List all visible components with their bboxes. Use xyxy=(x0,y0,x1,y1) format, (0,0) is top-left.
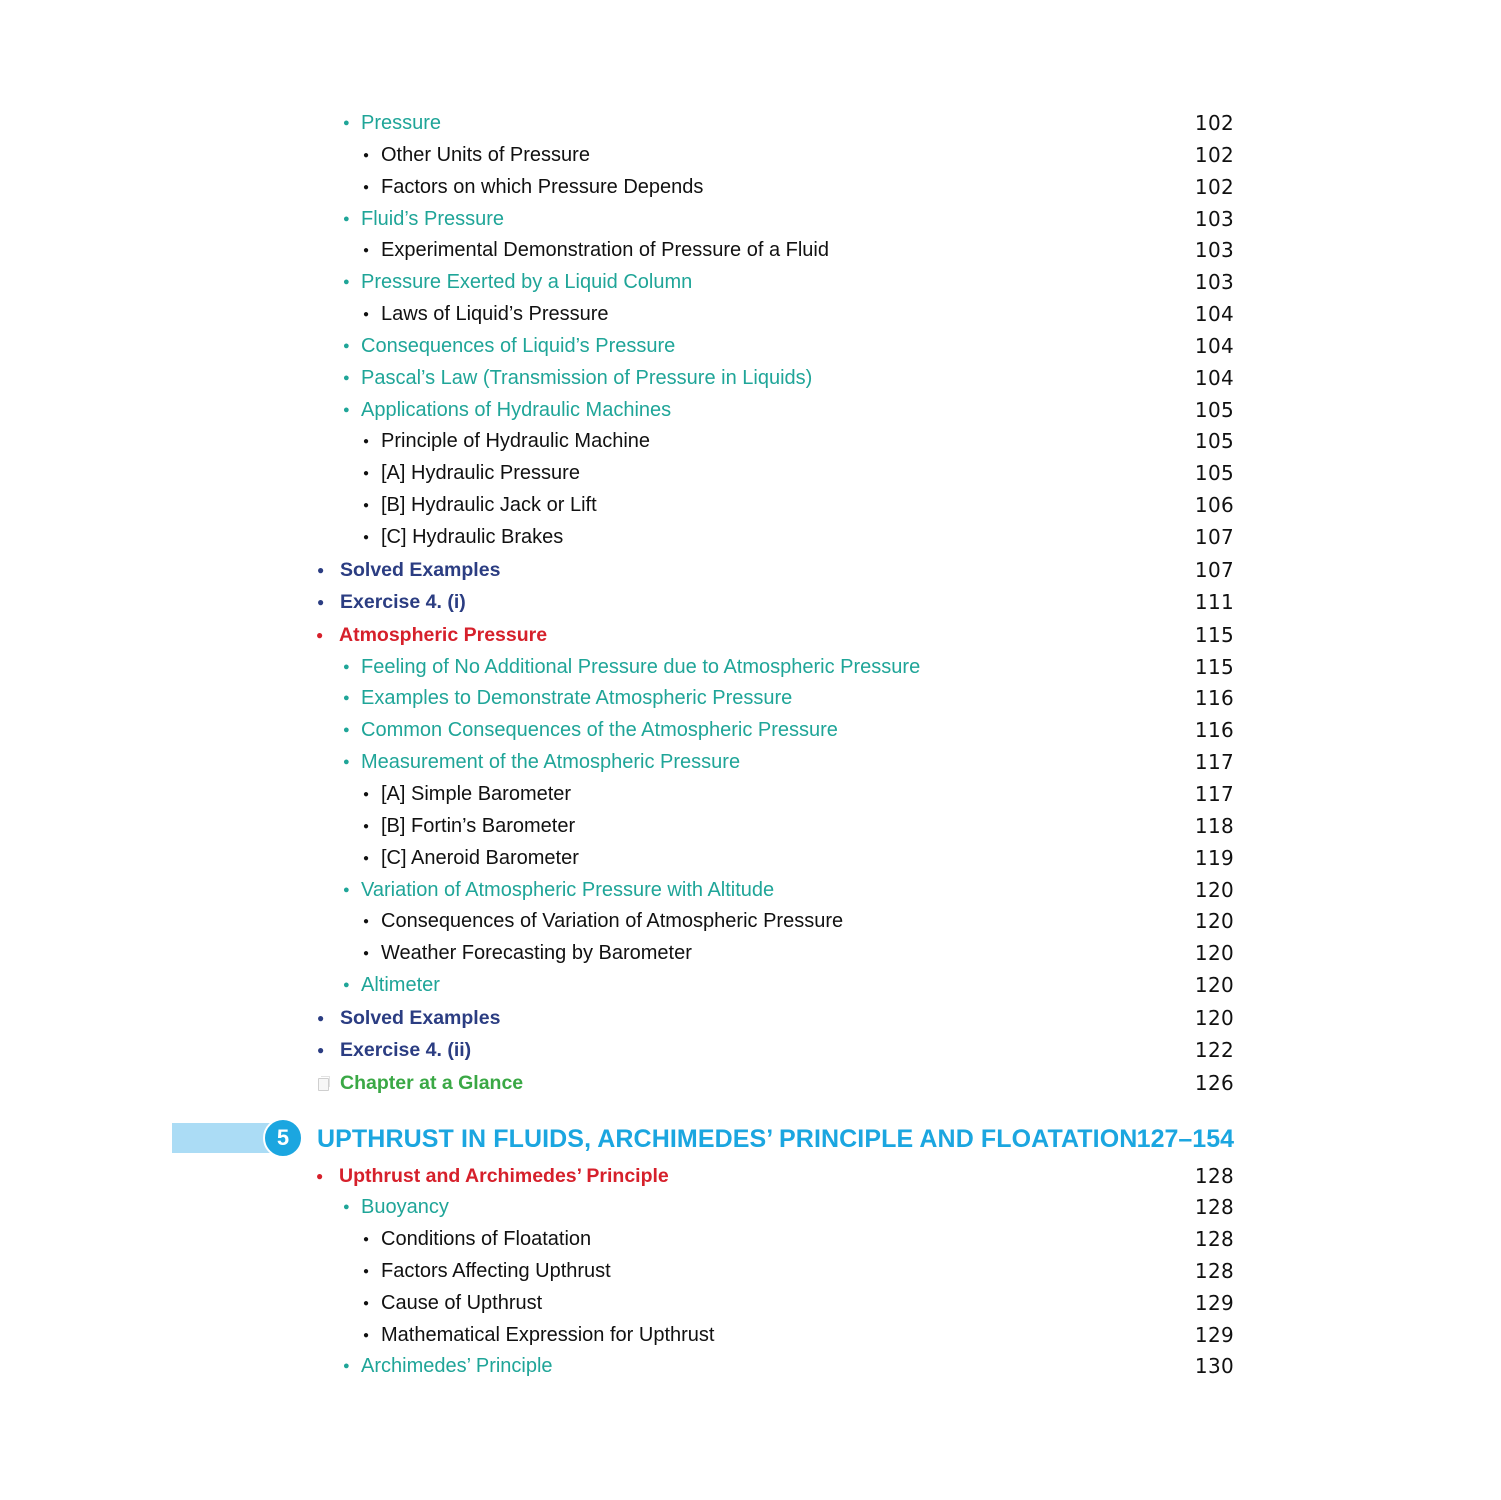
bullet-icon: ● xyxy=(343,660,350,673)
toc-entry-title[interactable]: Common Consequences of the Atmospheric Pressure xyxy=(361,719,838,742)
bullet-icon: ● xyxy=(363,181,370,193)
bullet-icon: ● xyxy=(317,1043,325,1058)
bullet-icon: ● xyxy=(343,1360,350,1373)
bullet-icon: ● xyxy=(343,724,350,737)
toc-entry[interactable] xyxy=(0,522,1501,554)
toc-entry[interactable] xyxy=(0,715,1501,747)
toc-entry-title[interactable]: Buoyancy xyxy=(361,1196,449,1219)
toc-entry[interactable] xyxy=(0,235,1501,267)
toc-entry-page-number: 120 xyxy=(1194,909,1234,934)
bullet-icon: ● xyxy=(343,212,350,225)
toc-entry-page-number: 104 xyxy=(1194,333,1234,358)
toc-entry-page-number: 120 xyxy=(1194,1005,1234,1030)
toc-entry[interactable] xyxy=(0,490,1501,522)
toc-entry-page-number: 122 xyxy=(1194,1038,1234,1063)
toc-entry-page-number: 107 xyxy=(1194,524,1234,549)
toc-entry-title[interactable]: Solved Examples xyxy=(340,1006,501,1029)
toc-entry-title[interactable]: Atmospheric Pressure xyxy=(339,624,548,646)
toc-entry-page-number: 102 xyxy=(1194,111,1234,135)
toc-entry-title[interactable]: Archimedes’ Principle xyxy=(361,1355,553,1378)
toc-entry-title[interactable]: Laws of Liquid’s Pressure xyxy=(381,303,609,326)
toc-entry-title[interactable]: Factors Affecting Upthrust xyxy=(381,1259,611,1282)
bullet-icon: ● xyxy=(316,1168,324,1183)
bullet-icon: ● xyxy=(343,276,350,289)
toc-entry[interactable] xyxy=(0,938,1501,970)
toc-entry[interactable] xyxy=(0,747,1501,779)
toc-entry-title[interactable]: [B] Hydraulic Jack or Lift xyxy=(381,494,597,517)
toc-entry[interactable] xyxy=(0,1288,1501,1320)
toc-entry-page-number: 104 xyxy=(1194,365,1234,390)
toc-entry[interactable] xyxy=(0,458,1501,490)
bullet-icon: ● xyxy=(363,1265,370,1277)
bullet-icon: ● xyxy=(317,1010,325,1025)
bullet-icon: ● xyxy=(317,595,325,610)
bullet-icon: ● xyxy=(363,500,370,512)
toc-entry-page-number: 106 xyxy=(1194,493,1234,518)
toc-entry-page-number: 105 xyxy=(1194,397,1234,422)
toc-entry-page-number: 104 xyxy=(1194,302,1234,327)
document-icon xyxy=(318,1078,329,1091)
chapter-title[interactable]: UPTHRUST IN FLUIDS, ARCHIMEDES’ PRINCIPLE AND FLOATATION xyxy=(317,1124,1138,1153)
toc-entry-title[interactable]: Fluid’s Pressure xyxy=(361,207,505,230)
toc-entry-page-number: 119 xyxy=(1194,845,1234,870)
toc-entry-page-number: 130 xyxy=(1194,1354,1234,1379)
toc-entry-title[interactable]: Mathematical Expression for Upthrust xyxy=(381,1323,715,1346)
toc-entry-title[interactable]: [A] Simple Barometer xyxy=(381,782,572,805)
toc-entry-page-number: 128 xyxy=(1194,1227,1234,1252)
toc-entry[interactable] xyxy=(0,204,1501,236)
toc-entry-page-number: 118 xyxy=(1194,813,1234,838)
chapter-number-badge: 5 xyxy=(263,1118,303,1158)
toc-entry[interactable] xyxy=(0,811,1501,843)
bullet-icon: ● xyxy=(343,403,350,416)
toc-entry[interactable] xyxy=(0,172,1501,204)
toc-entry-title[interactable]: Other Units of Pressure xyxy=(381,143,590,166)
toc-entry-page-number: 115 xyxy=(1194,654,1234,679)
toc-entry-page-number: 129 xyxy=(1194,1322,1234,1347)
toc-entry-page-number: 116 xyxy=(1194,686,1234,711)
toc-entry-page-number: 105 xyxy=(1194,461,1234,486)
toc-entry-title[interactable]: Exercise 4. (i) xyxy=(340,591,466,614)
toc-entry[interactable] xyxy=(0,140,1501,172)
toc-entry-page-number: 107 xyxy=(1194,557,1234,582)
bullet-icon: ● xyxy=(316,628,324,642)
toc-entry-page-number: 128 xyxy=(1194,1258,1234,1283)
bullet-icon: ● xyxy=(343,692,350,705)
toc-entry[interactable] xyxy=(0,1002,1501,1035)
toc-entry-page-number: 111 xyxy=(1194,590,1234,615)
bullet-icon: ● xyxy=(363,468,370,480)
toc-entry[interactable] xyxy=(0,331,1501,363)
toc-entry-title[interactable]: Factors on which Pressure Depends xyxy=(381,175,704,198)
toc-entry-title[interactable]: [C] Aneroid Barometer xyxy=(381,846,579,869)
bullet-icon: ● xyxy=(363,1297,370,1309)
toc-entry-title[interactable]: Altimeter xyxy=(361,974,440,997)
toc-entry-title[interactable]: [C] Hydraulic Brakes xyxy=(381,525,564,548)
toc-entry[interactable] xyxy=(0,299,1501,331)
toc-entry-title[interactable]: Solved Examples xyxy=(340,558,501,581)
toc-entry-page-number: 120 xyxy=(1194,973,1234,998)
toc-entry-page-number: 120 xyxy=(1194,877,1234,902)
toc-section-upthrust xyxy=(0,1160,1501,1384)
toc-entry-page-number: 105 xyxy=(1194,429,1234,454)
bullet-icon: ● xyxy=(343,883,350,896)
toc-entry-page-number: 117 xyxy=(1194,750,1234,775)
toc-entry-page-number: 116 xyxy=(1194,718,1234,743)
toc-section-pressure xyxy=(0,108,1501,1100)
toc-entry[interactable] xyxy=(0,1320,1501,1352)
toc-entry[interactable] xyxy=(0,1192,1501,1224)
toc-entry[interactable] xyxy=(0,652,1501,684)
toc-entry-title[interactable]: Consequences of Liquid’s Pressure xyxy=(361,334,676,357)
toc-entry[interactable] xyxy=(0,1351,1501,1383)
toc-entry-title[interactable]: Examples to Demonstrate Atmospheric Pressure xyxy=(361,687,793,710)
toc-entry-title[interactable]: Pressure xyxy=(361,112,442,134)
bullet-icon: ● xyxy=(317,562,325,577)
toc-entry[interactable] xyxy=(0,267,1501,299)
toc-entry-title[interactable]: Upthrust and Archimedes’ Principle xyxy=(339,1164,669,1187)
toc-entry[interactable] xyxy=(0,875,1501,907)
toc-entry[interactable] xyxy=(0,363,1501,395)
toc-entry-page-number: 102 xyxy=(1194,142,1234,167)
toc-entry-title[interactable]: Cause of Upthrust xyxy=(381,1291,543,1314)
toc-entry-page-number: 115 xyxy=(1194,623,1234,647)
toc-entry-page-number: 128 xyxy=(1194,1163,1234,1188)
bullet-icon: ● xyxy=(363,1329,370,1341)
toc-entry-page-number: 120 xyxy=(1194,941,1234,966)
toc-entry-page-number: 128 xyxy=(1194,1195,1234,1220)
toc-entry[interactable] xyxy=(0,683,1501,715)
toc-entry-page-number: 103 xyxy=(1194,238,1234,263)
toc-entry-title[interactable]: Measurement of the Atmospheric Pressure xyxy=(361,751,741,774)
toc-entry[interactable] xyxy=(0,554,1501,587)
toc-entry[interactable] xyxy=(0,586,1501,619)
bullet-icon: ● xyxy=(363,820,370,832)
toc-entry-title[interactable]: Variation of Atmospheric Pressure with Altitude xyxy=(361,878,775,901)
bullet-icon: ● xyxy=(343,756,350,769)
bullet-icon: ● xyxy=(363,149,370,161)
toc-entry[interactable] xyxy=(0,619,1501,652)
bullet-icon: ● xyxy=(363,245,370,257)
toc-entry[interactable] xyxy=(0,395,1501,427)
bullet-icon: ● xyxy=(343,339,350,352)
toc-entry[interactable] xyxy=(0,906,1501,938)
toc-entry[interactable] xyxy=(0,1256,1501,1288)
toc-entry[interactable] xyxy=(0,779,1501,811)
toc-entry[interactable] xyxy=(0,1224,1501,1256)
toc-entry-title[interactable]: [B] Fortin’s Barometer xyxy=(381,814,576,837)
bullet-icon: ● xyxy=(363,1234,370,1246)
toc-entry[interactable] xyxy=(0,1067,1501,1100)
toc-entry-title[interactable]: Pressure Exerted by a Liquid Column xyxy=(361,271,693,294)
bullet-icon: ● xyxy=(343,117,350,129)
bullet-icon: ● xyxy=(343,1201,350,1214)
toc-entry-title[interactable]: Applications of Hydraulic Machines xyxy=(361,398,672,421)
bullet-icon: ● xyxy=(343,979,350,992)
toc-entry-page-number: 103 xyxy=(1194,206,1234,231)
toc-entry[interactable] xyxy=(0,1160,1501,1193)
toc-entry[interactable] xyxy=(0,108,1501,140)
toc-entry-page-number: 117 xyxy=(1194,781,1234,806)
bullet-icon: ● xyxy=(363,948,370,960)
bullet-icon: ● xyxy=(363,916,370,928)
toc-entry[interactable] xyxy=(0,970,1501,1002)
toc-entry-title[interactable]: Conditions of Floatation xyxy=(381,1228,592,1251)
toc-entry-title[interactable]: Exercise 4. (ii) xyxy=(340,1039,472,1062)
toc-entry-title[interactable]: Feeling of No Additional Pressure due to Atmospheric Pressure xyxy=(361,655,921,678)
toc-entry-page-number: 102 xyxy=(1194,174,1234,199)
chapter-heading[interactable] xyxy=(0,1120,1501,1158)
chapter-page-range: 127–154 xyxy=(1136,1124,1234,1153)
toc-entry-title[interactable]: Experimental Demonstration of Pressure of a Fluid xyxy=(381,239,829,262)
toc-entry-title[interactable]: Principle of Hydraulic Machine xyxy=(381,430,651,453)
toc-entry-title[interactable]: [A] Hydraulic Pressure xyxy=(381,462,580,485)
spacer xyxy=(0,1100,1501,1120)
toc-entry[interactable] xyxy=(0,426,1501,458)
toc-entry[interactable] xyxy=(0,1034,1501,1067)
toc-entry-title[interactable]: Consequences of Variation of Atmospheric Pressure xyxy=(381,910,844,933)
bullet-icon: ● xyxy=(363,309,370,321)
bullet-icon: ● xyxy=(363,531,370,543)
toc-entry-title[interactable]: Pascal’s Law (Transmission of Pressure in Liquids) xyxy=(361,366,813,389)
bullet-icon: ● xyxy=(363,436,370,448)
bullet-icon: ● xyxy=(363,852,370,864)
bullet-icon: ● xyxy=(343,371,350,384)
toc-entry-page-number: 103 xyxy=(1194,270,1234,295)
toc-entry[interactable] xyxy=(0,843,1501,875)
toc-entry-title[interactable]: Weather Forecasting by Barometer xyxy=(381,942,692,965)
toc-entry-title[interactable]: Chapter at a Glance xyxy=(340,1072,524,1095)
toc-entry-page-number: 126 xyxy=(1194,1071,1234,1096)
table-of-contents xyxy=(0,108,1501,1383)
bullet-icon: ● xyxy=(363,788,370,800)
toc-entry-page-number: 129 xyxy=(1194,1290,1234,1315)
